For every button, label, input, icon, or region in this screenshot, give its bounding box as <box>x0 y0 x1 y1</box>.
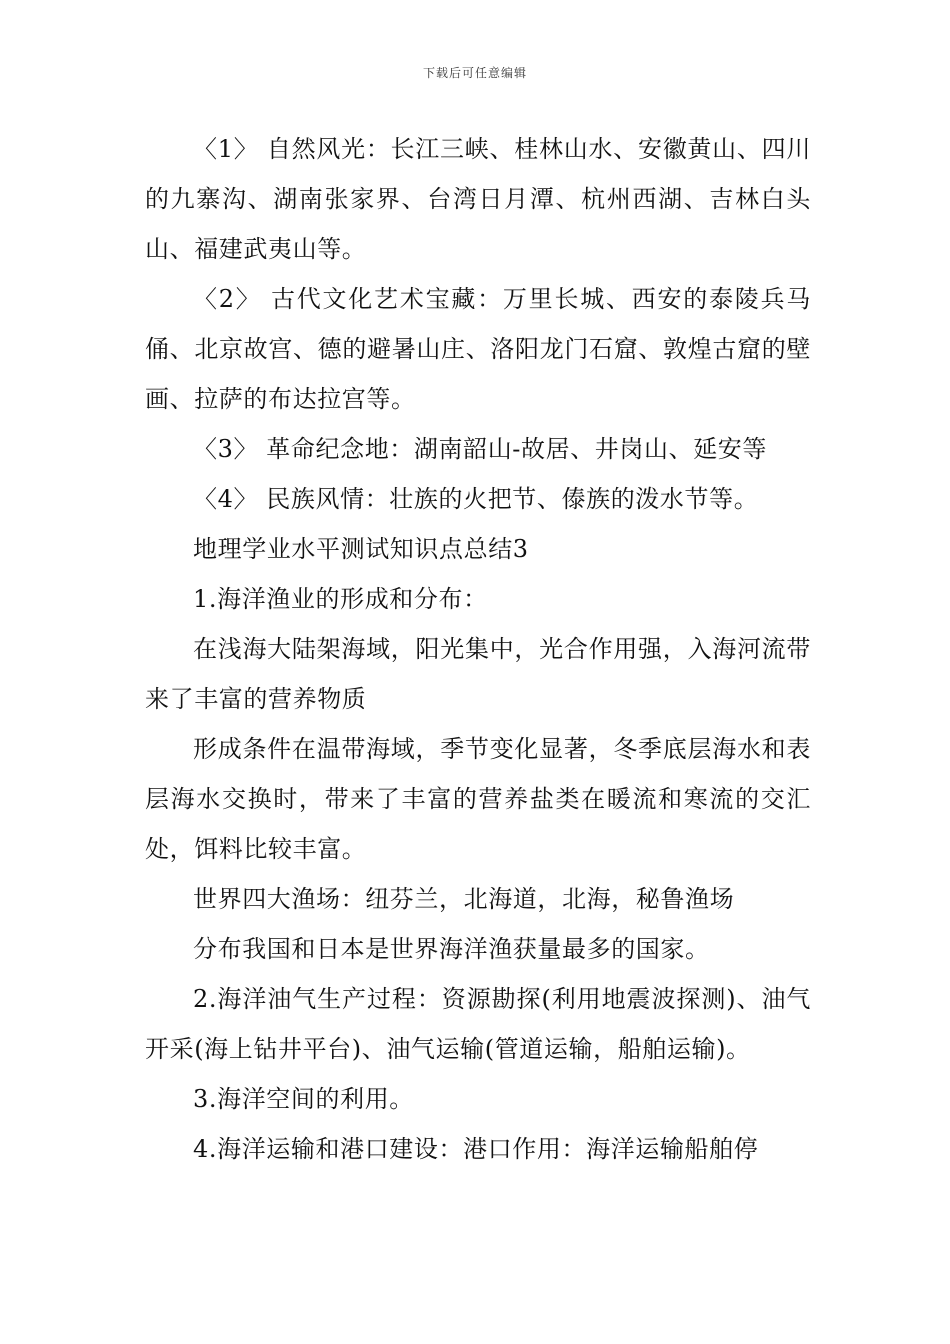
paragraph-oil-gas: 2.海洋油气生产过程：资源勘探(利用地震波探测)、油气开采(海上钻井平台)、油气运输(管道运输，船舶运输)。 <box>145 985 811 1063</box>
paragraph-natural-scenery: 〈1〉 自然风光：长江三峡、桂林山水、安徽黄山、四川的九寨沟、湖南张家界、台湾日月潭、杭州西湖、吉林白头山、福建武夷山等。 <box>145 135 811 263</box>
paragraph-ocean-transport: 4.海洋运输和港口建设：港口作用：海洋运输船舶停 <box>193 1135 759 1163</box>
paragraph-distribution: 分布我国和日本是世界海洋渔获量最多的国家。 <box>193 935 710 963</box>
paragraph-revolutionary-sites: 〈3〉 革命纪念地：湖南韶山-故居、井岗山、延安等 <box>193 435 768 463</box>
paragraph-ancient-culture: 〈2〉 古代文化艺术宝藏：万里长城、西安的泰陵兵马俑、北京故宫、德的避暑山庄、洛阳龙门石窟、敦煌古窟的壁画、拉萨的布达拉宫等。 <box>145 285 811 413</box>
paragraph-ethnic-customs: 〈4〉 民族风情：壮族的火把节、傣族的泼水节等。 <box>193 485 759 513</box>
section-heading: 地理学业水平测试知识点总结3 <box>193 535 529 563</box>
page-header: 下载后可任意编辑 <box>422 66 527 80</box>
paragraph-four-fisheries: 世界四大渔场：纽芬兰，北海道，北海，秘鲁渔场 <box>193 885 735 913</box>
paragraph-fishery-heading: 1.海洋渔业的形成和分布： <box>193 585 488 613</box>
paragraph-shallow-sea: 在浅海大陆架海域，阳光集中，光合作用强，入海河流带来了丰富的营养物质 <box>145 635 811 713</box>
paragraph-ocean-space: 3.海洋空间的利用。 <box>193 1085 414 1113</box>
paragraph-formation-conditions: 形成条件在温带海域，季节变化显著，冬季底层海水和表层海水交换时，带来了丰富的营养盐类在暖流和寒流的交汇处，饵料比较丰富。 <box>145 735 811 863</box>
document-body <box>145 124 811 1174</box>
